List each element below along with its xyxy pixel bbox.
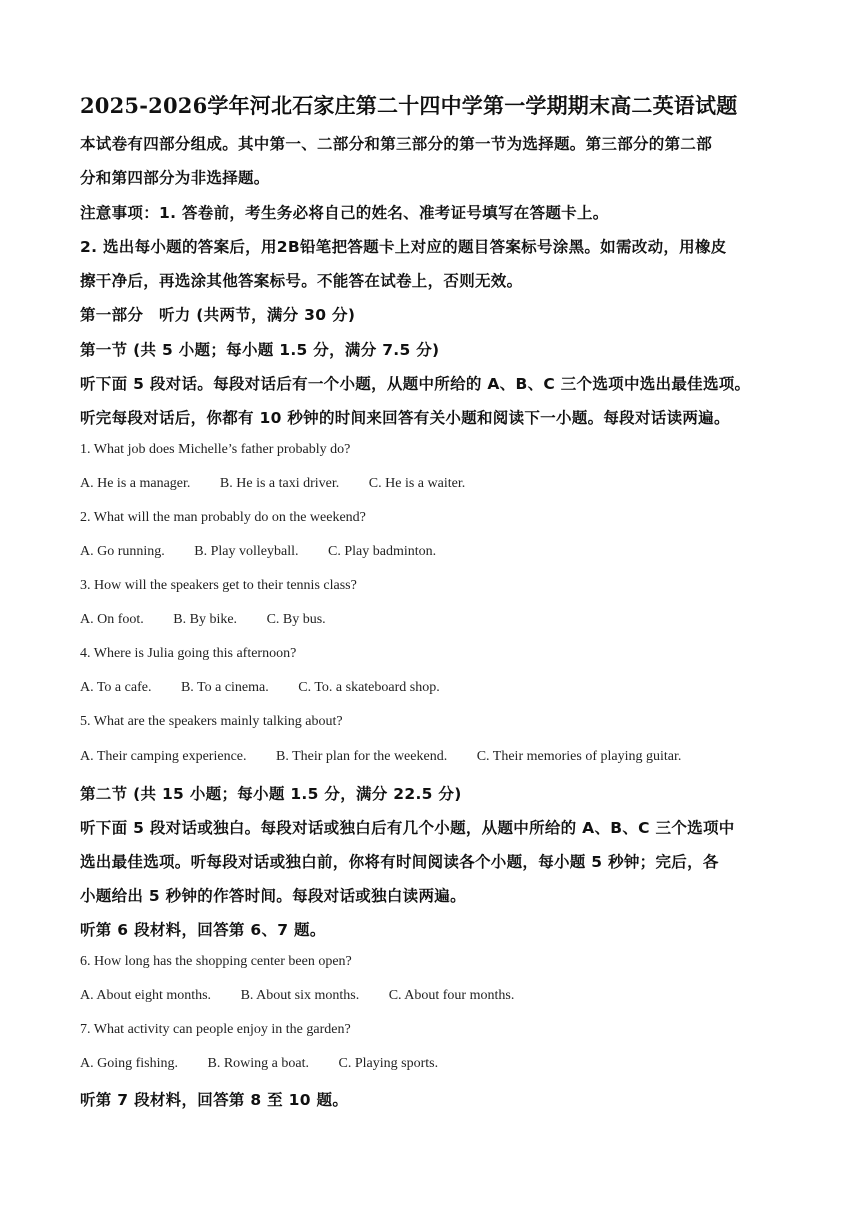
option-b: B. About six months. — [240, 988, 360, 1003]
intro-line-1: 本试卷有四部分组成。其中第一、二部分和第三部分的第一节为选择题。第三部分的第二部 — [80, 135, 713, 153]
section2-heading: 第二节 (共 15 小题；每小题 1.5 分，满分 22.5 分) — [80, 785, 462, 803]
option-a: A. Their camping experience. — [80, 749, 247, 764]
question-7: 7. What activity can people enjoy in the garden? — [80, 1022, 351, 1037]
notes-line-1: 注意事项：1. 答卷前，考生务必将自己的姓名、准考证号填写在答题卡上。 — [80, 204, 609, 222]
notes-line-3: 擦干净后，再选涂其他答案标号。不能答在试卷上，否则无效。 — [80, 272, 523, 290]
options-5 — [80, 749, 790, 765]
option-b: B. By bike. — [173, 612, 238, 627]
option-a: A. On foot. — [80, 612, 144, 627]
section2-instruction-2: 选出最佳选项。听每段对话或独白前，你将有时间阅读各个小题，每小题 5 秒钟；完后，各 — [80, 853, 719, 871]
option-b: B. Play volleyball. — [194, 544, 299, 559]
option-b: B. To a cinema. — [180, 680, 269, 695]
options-6 — [80, 988, 790, 1004]
question-5: 5. What are the speakers mainly talking about? — [80, 714, 343, 729]
question-6: 6. How long has the shopping center been open? — [80, 954, 352, 969]
notes-line-2: 2. 选出每小题的答案后，用2B铅笔把答题卡上对应的题目答案标号涂黑。如需改动，用橡皮 — [80, 238, 727, 256]
option-c: C. Their memories of playing guitar. — [476, 749, 682, 764]
option-a: A. About eight months. — [80, 988, 212, 1003]
option-a: A. Going fishing. — [80, 1056, 178, 1071]
material-7-heading: 听第 7 段材料，回答第 8 至 10 题。 — [80, 1091, 349, 1109]
option-a: A. To a cafe. — [80, 680, 152, 695]
question-4: 4. Where is Julia going this afternoon? — [80, 646, 297, 661]
option-b: B. He is a taxi driver. — [219, 476, 340, 491]
material-6-heading: 听第 6 段材料，回答第 6、7 题。 — [80, 921, 326, 939]
page-title: 2025-2026学年河北石家庄第二十四中学第一学期期末高二英语试题 — [80, 93, 738, 118]
section1-instruction-1: 听下面 5 段对话。每段对话后有一个小题，从题中所给的 A、B、C 三个选项中选出最佳选项。 — [80, 375, 751, 393]
option-c: C. To. a skateboard shop. — [298, 680, 440, 695]
option-c: C. By bus. — [266, 612, 326, 627]
options-2 — [80, 544, 790, 560]
options-1 — [80, 476, 790, 492]
option-a: A. Go running. — [80, 544, 165, 559]
option-c: C. Play badminton. — [328, 544, 437, 559]
options-3 — [80, 612, 790, 628]
section1-heading: 第一节 (共 5 小题；每小题 1.5 分，满分 7.5 分) — [80, 341, 440, 359]
option-c: C. He is a waiter. — [368, 476, 466, 491]
option-c: C. Playing sports. — [338, 1056, 439, 1071]
intro-line-2: 分和第四部分为非选择题。 — [80, 169, 270, 187]
section2-instruction-1: 听下面 5 段对话或独白。每段对话或独白后有几个小题，从题中所给的 A、B、C 三个选项中 — [80, 819, 735, 837]
question-1: 1. What job does Michelle’s father probably do? — [80, 442, 351, 457]
option-c: C. About four months. — [388, 988, 515, 1003]
question-3: 3. How will the speakers get to their tennis class? — [80, 578, 357, 593]
section1-instruction-2: 听完每段对话后，你都有 10 秒钟的时间来回答有关小题和阅读下一小题。每段对话读两遍。 — [80, 409, 730, 427]
option-b: B. Their plan for the weekend. — [276, 749, 448, 764]
options-7 — [80, 1056, 790, 1072]
option-a: A. He is a manager. — [80, 476, 191, 491]
options-4 — [80, 680, 790, 696]
question-2: 2. What will the man probably do on the weekend? — [80, 510, 366, 525]
section2-instruction-3: 小题给出 5 秒钟的作答时间。每段对话或独白读两遍。 — [80, 887, 466, 905]
part1-heading: 第一部分 听力 (共两节，满分 30 分) — [80, 306, 356, 324]
option-b: B. Rowing a boat. — [207, 1056, 309, 1071]
